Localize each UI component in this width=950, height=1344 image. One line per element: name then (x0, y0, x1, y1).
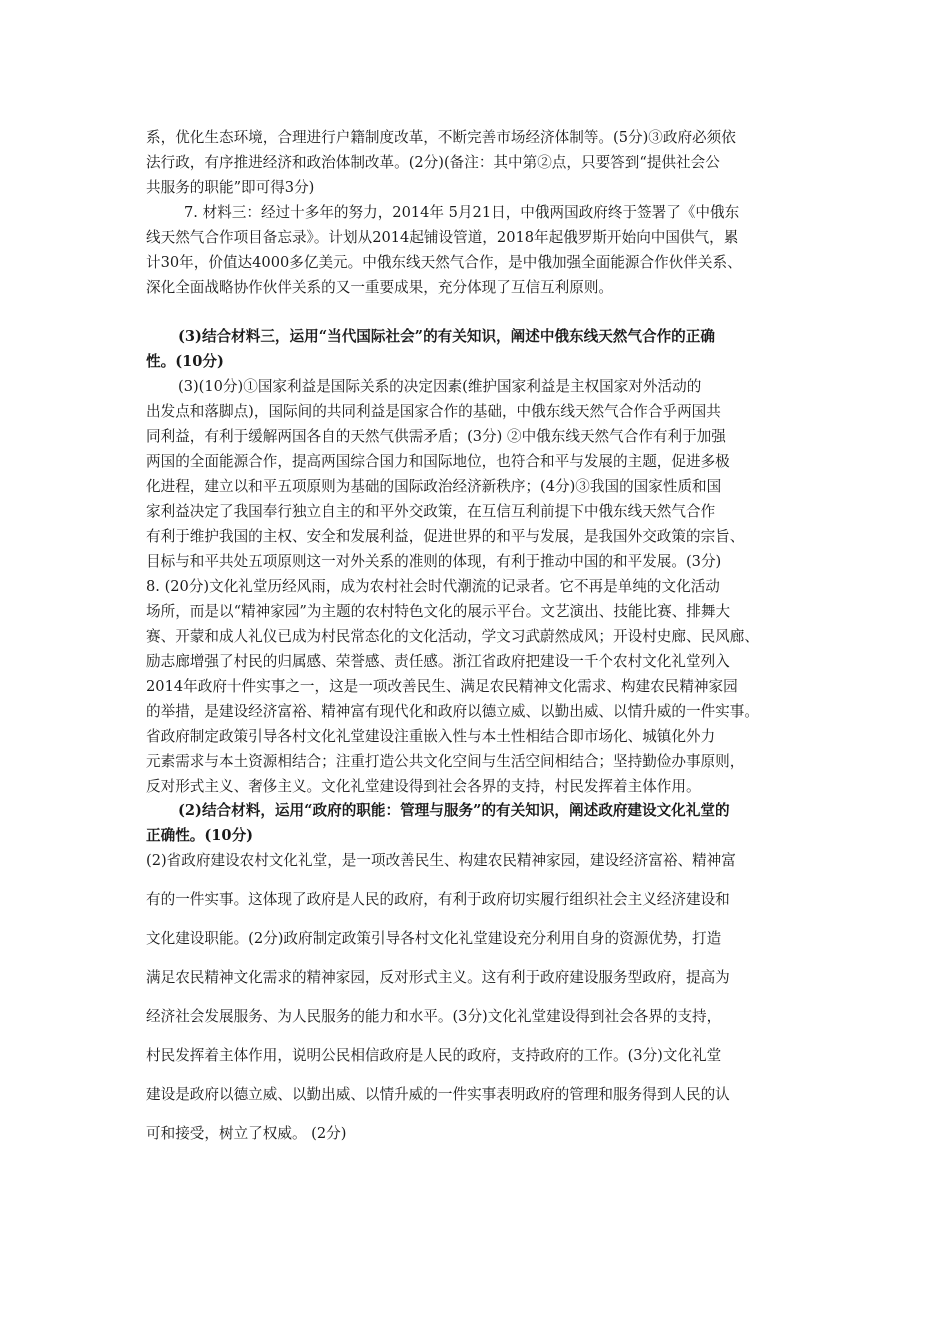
text-line: 赛、开蒙和成人礼仪已成为村民常态化的文化活动，学文习武蔚然成风；开设村史廊、民风廊、 (146, 628, 759, 645)
text-line: 线天然气合作项目备忘录》。计划从2014起铺设管道，2018年起俄罗斯开始向中国供气，累 (146, 229, 739, 246)
question-heading: 正确性。(10分) (146, 827, 254, 844)
answer-line: 有的一件实事。这体现了政府是人民的政府，有利于政府切实履行组织社会主义经济建设和 (146, 891, 730, 908)
answer-line: 满足农民精神文化需求的精神家园，反对形式主义。这有利于政府建设服务型政府，提高为 (146, 969, 730, 986)
text-line: 8. (20分)文化礼堂历经风雨，成为农村社会时代潮流的记录者。它不再是单纯的文化活动 (146, 578, 720, 595)
text-line: 系，优化生态环境，合理进行户籍制度改革，不断完善市场经济体制等。(5分)③政府必须依 (146, 129, 736, 146)
answer-line: 经济社会发展服务、为人民服务的能力和水平。(3分)文化礼堂建设得到社会各界的支持， (146, 1008, 722, 1025)
answer-line: 可和接受，树立了权威。 (2分) (146, 1125, 347, 1142)
text-line: 7. 材料三：经过十多年的努力，2014年 5月21日，中俄两国政府终于签署了《中俄东 (184, 204, 740, 221)
answer-line: (2)省政府建设农村文化礼堂，是一项改善民生、构建农民精神家园，建设经济富裕、精神富 (146, 852, 736, 869)
question-heading: 性。(10分) (146, 353, 224, 370)
text-line: 励志廊增强了村民的归属感、荣誉感、责任感。浙江省政府把建设一千个农村文化礼堂列入 (146, 653, 730, 670)
answer-line: 两国的全面能源合作，提高两国综合国力和国际地位，也符合和平与发展的主题，促进多极 (146, 453, 730, 470)
text-line: 2014年政府十件实事之一，这是一项改善民生、满足农民精神文化需求、构建农民精神家园 (146, 678, 738, 695)
answer-line: 出发点和落脚点)，国际间的共同利益是国家合作的基础，中俄东线天然气合作合乎两国共 (146, 403, 721, 420)
text-line: 法行政，有序推进经济和政治体制改革。(2分)(备注：其中第②点，只要答到“提供社会公 (146, 154, 720, 171)
question-heading: (2)结合材料，运用“政府的职能：管理与服务”的有关知识，阐述政府建设文化礼堂的 (178, 802, 730, 819)
text-line: 省政府制定政策引导各村文化礼堂建设注重嵌入性与本土性相结合即市场化、城镇化外力 (146, 728, 716, 745)
answer-line: 有利于维护我国的主权、安全和发展利益，促进世界的和平与发展，是我国外交政策的宗旨、 (146, 528, 745, 545)
text-line: 共服务的职能”即可得3分) (146, 179, 315, 196)
answer-line: (3)(10分)①国家利益是国际关系的决定因素(维护国家利益是主权国家对外活动的 (178, 378, 702, 395)
text-line: 场所，而是以“精神家园”为主题的农村特色文化的展示平台。文艺演出、技能比赛、排舞大 (146, 603, 731, 620)
text-line: 反对形式主义、奢侈主义。文化礼堂建设得到社会各界的支持，村民发挥着主体作用。 (146, 778, 701, 795)
answer-line: 建设是政府以德立威、以勤出威、以情升威的一件实事表明政府的管理和服务得到人民的认 (146, 1086, 730, 1103)
question-heading: (3)结合材料三，运用“当代国际社会”的有关知识，阐述中俄东线天然气合作的正确 (178, 328, 715, 345)
text-line: 的举措，是建设经济富裕、精神富有现代化和政府以德立威、以勤出威、以情升威的一件实事。 (146, 703, 759, 720)
answer-line: 目标与和平共处五项原则这一对外关系的准则的体现，有利于推动中国的和平发展。(3分) (146, 553, 722, 570)
answer-line: 家利益决定了我国奉行独立自主的和平外交政策，在互信互利前提下中俄东线天然气合作 (146, 503, 716, 520)
answer-line: 同利益，有利于缓解两国各自的天然气供需矛盾；(3分) ②中俄东线天然气合作有利于加强 (146, 428, 726, 445)
answer-line: 化进程，建立以和平五项原则为基础的国际政治经济新秩序；(4分)③我国的国家性质和国 (146, 478, 722, 495)
answer-line: 村民发挥着主体作用，说明公民相信政府是人民的政府，支持政府的工作。(3分)文化礼堂 (146, 1047, 722, 1064)
text-line: 深化全面战略协作伙伴关系的又一重要成果，充分体现了互信互利原则。 (146, 279, 614, 296)
text-line: 元素需求与本土资源相结合；注重打造公共文化空间与生活空间相结合；坚持勤俭办事原则， (146, 753, 745, 770)
answer-line: 文化建设职能。(2分)政府制定政策引导各村文化礼堂建设充分利用自身的资源优势，打造 (146, 930, 722, 947)
text-line: 计30年，价值达4000多亿美元。中俄东线天然气合作，是中俄加强全面能源合作伙伴关系、 (146, 254, 742, 271)
